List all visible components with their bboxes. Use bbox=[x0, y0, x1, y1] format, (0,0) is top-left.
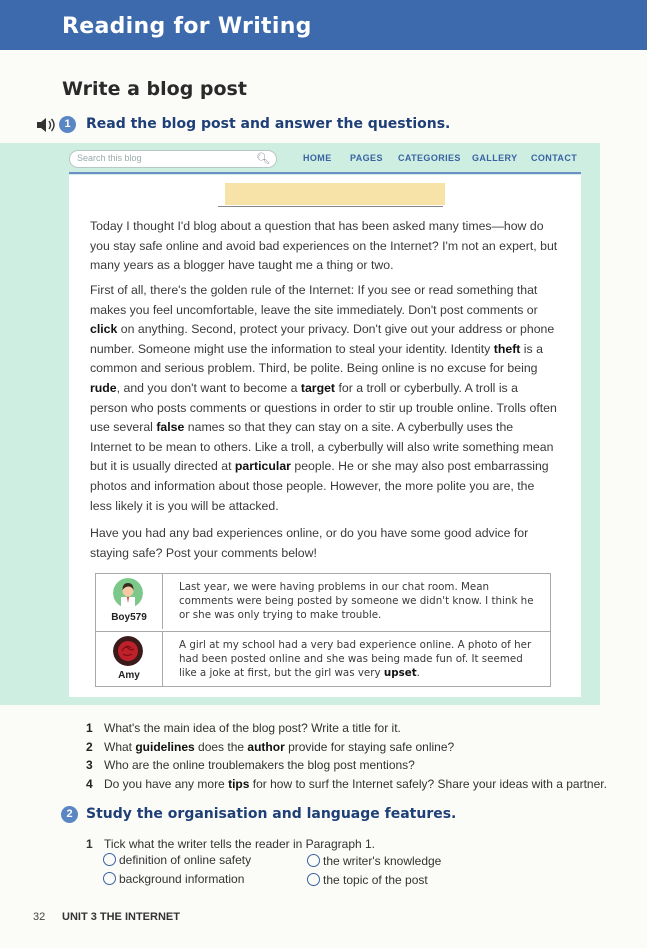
option-background[interactable]: background information bbox=[103, 872, 244, 886]
nav-home[interactable]: HOME bbox=[303, 153, 332, 163]
nav-pages[interactable]: PAGES bbox=[350, 153, 383, 163]
unit-label: UNIT 3 THE INTERNET bbox=[62, 911, 180, 923]
task-2-item-1: 1 Tick what the writer tells the reader in Paragraph 1. bbox=[86, 837, 376, 851]
task-2-instruction: Study the organisation and language features. bbox=[86, 806, 457, 822]
commenter-name: Amy bbox=[118, 670, 140, 681]
unit-banner bbox=[0, 0, 647, 50]
comment-row bbox=[96, 631, 550, 686]
comment-row bbox=[96, 574, 550, 629]
question-4: 4 Do you have any more tips for how to surf the Internet safely? Share your ideas with a partner. bbox=[86, 777, 607, 791]
blog-paragraph-2: First of all, there's the golden rule of the Internet: If you see or read something that makes you feel uncomfortable, leave the site immediately. Don't post comments or click on anything. Second, protect your privacy. Don't give out your address or phone number. Someone might use the information to steal your identity. Identity theft is a common and serious problem. Third, be polite. Being online is no excuse for being rude, and you don't want to become a target for a troll or cyberbully. A troll is a person who posts comments or questions in order to stir up trouble online. Trolls often use several false names so that they can stay on a site. A cyberbully uses the Internet to be mean to others. Like a troll, a cyberbully will also write something mean but it is usually directed at particular people. He or she may also post embarrassing photos and information about those people. However, the more polite you are, the less likely it is you will be attacked. bbox=[90, 283, 557, 513]
search-placeholder: Search this blog bbox=[77, 153, 142, 163]
radio-circle-icon[interactable] bbox=[307, 854, 320, 867]
comment-text: Last year, we were having problems in our chat room. Mean comments were being posted by someone we didn't know. I think he or she was only trying to make trouble. bbox=[179, 581, 534, 622]
radio-circle-icon[interactable] bbox=[103, 872, 116, 885]
question-3: 3 Who are the online troublemakers the blog post mentions? bbox=[86, 758, 415, 772]
title-highlight bbox=[225, 183, 445, 205]
question-1: 1 What's the main idea of the blog post? Write a title for it. bbox=[86, 721, 401, 735]
option-topic[interactable]: the topic of the post bbox=[307, 873, 428, 887]
option-writers-knowledge[interactable]: the writer's knowledge bbox=[307, 854, 441, 868]
question-2: 2 What guidelines does the author provide for staying safe online? bbox=[86, 740, 455, 754]
banner-title: Reading for Writing bbox=[62, 14, 312, 39]
blog-search-input[interactable] bbox=[69, 150, 277, 168]
nav-contact[interactable]: CONTACT bbox=[531, 153, 578, 163]
audio-icon[interactable] bbox=[36, 118, 56, 132]
rose-avatar bbox=[113, 636, 143, 666]
radio-circle-icon[interactable] bbox=[307, 873, 320, 886]
commenter-name: Boy579 bbox=[111, 612, 147, 623]
title-blank-line bbox=[218, 206, 443, 207]
search-icon[interactable]: 🔍︎ bbox=[256, 153, 270, 165]
nav-divider bbox=[69, 172, 581, 174]
task-1-number: 1 bbox=[59, 116, 76, 133]
page-number: 32 bbox=[33, 911, 46, 923]
blog-paragraph-1: Today I thought I'd blog about a question that has been asked many times—how do you stay safe online and avoid bad experiences on the Internet? I'm not an expert, but many years as a blogger have taught me a thing or two. bbox=[90, 219, 558, 273]
blog-paragraph-3: Have you had any bad experiences online, or do you have some good advice for staying safe? Post your comments below! bbox=[90, 526, 529, 560]
radio-circle-icon[interactable] bbox=[103, 853, 116, 866]
comments-box bbox=[95, 573, 551, 687]
nav-gallery[interactable]: GALLERY bbox=[472, 153, 518, 163]
option-definition[interactable]: definition of online safety bbox=[103, 853, 251, 867]
page-heading: Write a blog post bbox=[62, 78, 247, 100]
nav-categories[interactable]: CATEGORIES bbox=[398, 153, 461, 163]
task-2-number: 2 bbox=[61, 806, 78, 823]
task-1-instruction: Read the blog post and answer the questions. bbox=[86, 116, 451, 132]
comment-text: A girl at my school had a very bad experience online. A photo of her had been posted online and she was being made fun of. It seemed like a joke at first, but the girl was very upset. bbox=[179, 639, 532, 680]
boy-avatar bbox=[113, 578, 143, 608]
